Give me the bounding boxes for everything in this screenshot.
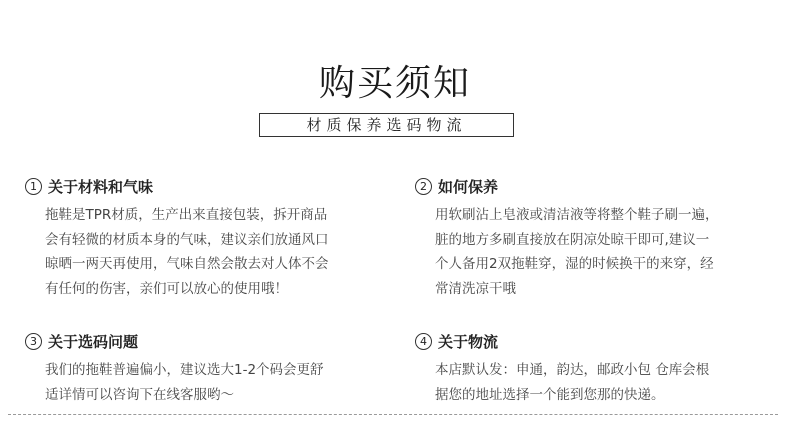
section-title: 如何保养 (438, 177, 499, 196)
section-header (25, 330, 375, 352)
section-logistics (415, 330, 755, 407)
page-title: 购买须知 (318, 63, 471, 104)
circled-number-badge: 3 (25, 333, 42, 350)
section-body: 我们的拖鞋普遍偏小，建议选大1-2个码会更舒 适详情可以咨询下在线客服哟～ (45, 362, 324, 403)
section-header (25, 175, 375, 197)
section-body: 本店默认发：申通，韵达，邮政小包 仓库会根 据您的地址选择一个能到您那的快递。 (435, 362, 710, 403)
circled-number-badge: 4 (415, 333, 432, 350)
section-body: 用软刷沾上皂液或清洁液等将整个鞋子刷一遍， 脏的地方多刷直接放在阴凉处晾干即可,建议一 个人备用2双拖鞋穿，湿的时候换干的来穿，经 常清洗凉干哦 (435, 207, 719, 297)
section-title: 关于物流 (438, 332, 499, 351)
section-title: 关于选码问题 (48, 332, 139, 351)
section-maintenance (415, 175, 755, 301)
circled-number-badge: 2 (415, 178, 432, 195)
section-body: 拖鞋是TPR材质，生产出来直接包装，拆开商品 会有轻微的材质本身的气味，建议亲们放通风口 晾晒一两天再使用，气味自然会散去对人体不会 有任何的伤害，亲们可以放心的使用哦！ (45, 207, 329, 297)
dashed-divider (8, 414, 778, 415)
section-header (415, 330, 755, 352)
section-size-selection (25, 330, 375, 407)
circled-number-badge: 1 (25, 178, 42, 195)
section-title: 关于材料和气味 (48, 177, 154, 196)
section-header (415, 175, 755, 197)
subtitle-box: 材质保养选码物流 (259, 113, 514, 137)
section-materials-odor (25, 175, 375, 301)
